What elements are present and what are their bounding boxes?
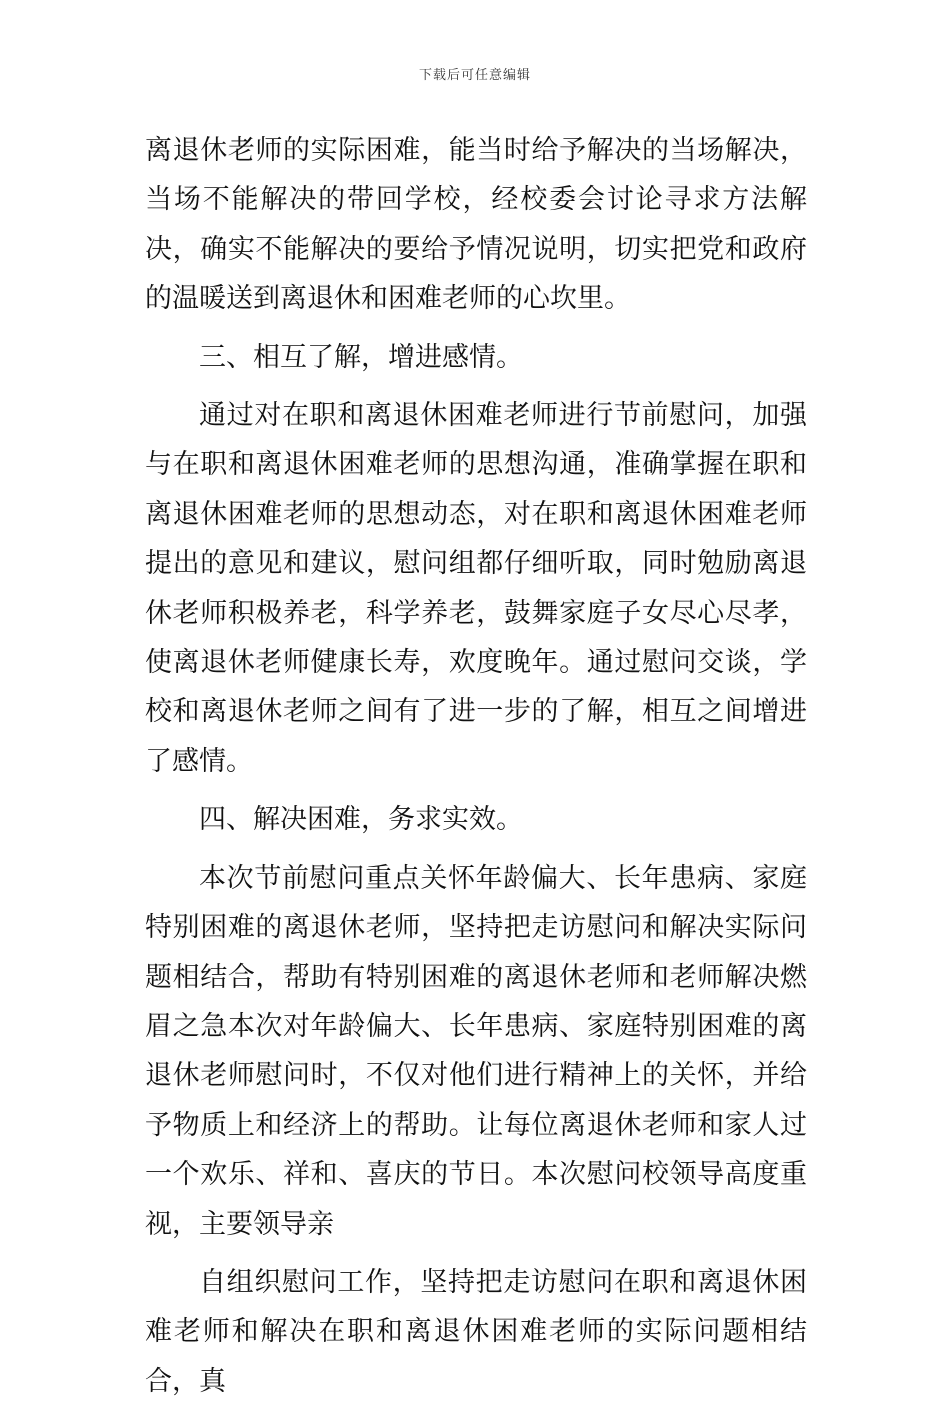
- page-header-note: 下载后可任意编辑: [418, 68, 531, 83]
- section-heading-4: 四、解决困难，务求实效。: [199, 804, 523, 836]
- paragraph-continuation: 离退休老师的实际困难，能当时给予解决的当场解决，当场不能解决的带回学校，经校委会讨论寻求方法解决，确实不能解决的要给予情况说明，切实把党和政府的温暖送到离退休和困难老师的心坎里。: [145, 135, 807, 315]
- section-heading-3: 三、相互了解，增进感情。: [199, 341, 523, 373]
- paragraph-solve-difficulties: 本次节前慰问重点关怀年龄偏大、长年患病、家庭特别困难的离退休老师，坚持把走访慰问和解决实际问题相结合，帮助有特别困难的离退休老师和老师解决燃眉之急本次对年龄偏大、长年患病、家庭特别困难的离退休老师慰问时，不仅对他们进行精神上的关怀，并给予物质上和经济上的帮助。让每位离退休老师和家人过一个欢乐、祥和、喜庆的节日。本次慰问校领导高度重视，主要领导亲: [145, 862, 807, 1240]
- paragraph-mutual-understanding: 通过对在职和离退休困难老师进行节前慰问，加强与在职和离退休困难老师的思想沟通，准确掌握在职和离退休困难老师的思想动态，对在职和离退休困难老师提出的意见和建议，慰问组都仔细听取，同时勉励离退休老师积极养老，科学养老，鼓舞家庭子女尽心尽孝，使离退休老师健康长寿，欢度晚年。通过慰问交谈，学校和离退休老师之间有了进一步的了解，相互之间增进了感情。: [145, 400, 807, 777]
- document-body: [145, 126, 807, 1406]
- paragraph-leadership-visit: 自组织慰问工作，坚持把走访慰问在职和离退休困难老师和解决在职和离退休困难老师的实际问题相结合，真: [145, 1266, 807, 1397]
